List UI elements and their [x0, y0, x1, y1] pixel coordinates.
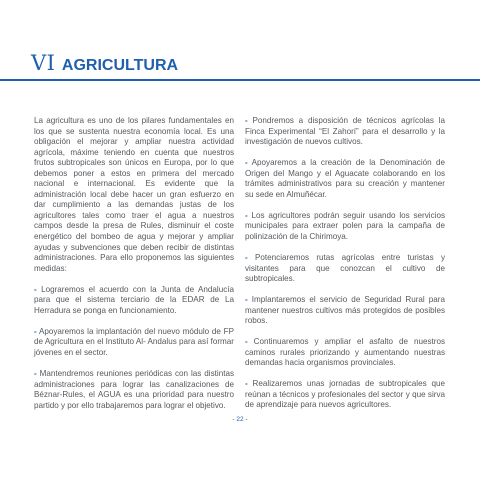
list-item	[245, 253, 445, 285]
chapter-title: AGRICULTURA	[61, 57, 179, 74]
list-item	[34, 369, 234, 411]
list-item-text: Pondremos a disposición de técnicos agrícolas la Finca Experimental “El Zahorí” para el desarrollo y la investigación de nuevos cultivos.	[245, 116, 446, 147]
list-item-text: Continuaremos y ampliar el asfalto de nuestros caminos rurales priorizando y aumentando nuestras demandas hacia organismos provinciales.	[245, 337, 446, 368]
dash-bullet: -	[245, 158, 248, 168]
dash-bullet: -	[245, 252, 248, 262]
list-item-text: Los agricultores podrán seguir usando los servicios municipales para extraer polen para la campaña de polinización de la Chirimoya.	[245, 210, 445, 241]
list-item-text: Mantendremos reuniones periódicas con las distintas administraciones para lograr las canalizaciones de Béznar-Rules, el AGUA es una prioridad para nuestro partido y por ello trabajaremos para lograr el objetivo.	[34, 368, 234, 410]
dash-bullet: -	[34, 326, 37, 336]
page-number: - 22 -	[232, 416, 248, 423]
list-item	[245, 158, 445, 200]
header-rule	[0, 79, 480, 81]
list-item	[34, 327, 234, 359]
chapter-number: VI	[31, 51, 56, 75]
list-item	[245, 116, 445, 148]
list-item-text: Apoyaremos la implantación del nuevo módulo de FP de Agricultura en el Instituto Al- Andalus para así formar jóvenes en el sector.	[34, 326, 234, 357]
dash-bullet: -	[245, 210, 248, 220]
list-item-text: Lograremos el acuerdo con la Junta de Andalucía para que el sistema terciario de la EDAR de La Herradura se ponga en funcionamiento.	[34, 284, 234, 315]
dash-bullet: -	[34, 368, 37, 378]
dash-bullet: -	[245, 337, 248, 347]
list-item-text: Potenciaremos rutas agrícolas entre turistas y visitantes para que conozcan el cultivo de subtropicales.	[245, 252, 446, 284]
chapter-heading	[31, 51, 178, 75]
list-item	[245, 337, 445, 369]
list-item	[245, 295, 445, 327]
intro-paragraph: La agricultura es uno de los pilares fundamentales en los que se sustenta nuestra economía local. Es una obligación el mejorar y ampliar nuestra actividad agrícola, máxime teniendo en cuenta que nuestros frutos subtropicales son únicos en Europa, por lo que debemos poner a estos en primera del mercado nacional e internacional. Es evidente que la administración local debe hacer un gran esfuerzo en dar cumplimiento a las demandas justas de los agricultores tales como traer el agua a nuestros campos desde la presa de Rules, disminuir el coste energético del bombeo de agua y mejorar y ampliar ayudas y subvenciones que deben recibir de distintas administraciones. Para ello proponemos las siguientes medidas:	[34, 116, 234, 273]
chapter-header	[0, 46, 480, 82]
dash-bullet: -	[34, 284, 37, 294]
list-item	[34, 285, 234, 317]
list-item-text: Apoyaremos a la creación de la Denominación de Origen del Mango y el Aguacate colaborando en los trámites administrativos para su creación y mantener su sede en Almuñécar.	[245, 158, 445, 199]
right-column	[245, 116, 445, 422]
dash-bullet: -	[245, 379, 248, 389]
list-item-text: Implantaremos el servicio de Seguridad Rural para mantener nuestros cultivos más protegidos de posibles robos.	[245, 295, 446, 326]
list-item	[245, 379, 445, 411]
list-item	[245, 211, 445, 243]
dash-bullet: -	[245, 116, 248, 125]
dash-bullet: -	[245, 295, 248, 305]
left-column	[34, 116, 234, 422]
list-item-text: Realizaremos unas jornadas de subtropicales que reúnan a técnicos y profesionales del sector y que sirva de aprendizaje para nuevos agricultores.	[245, 379, 445, 410]
